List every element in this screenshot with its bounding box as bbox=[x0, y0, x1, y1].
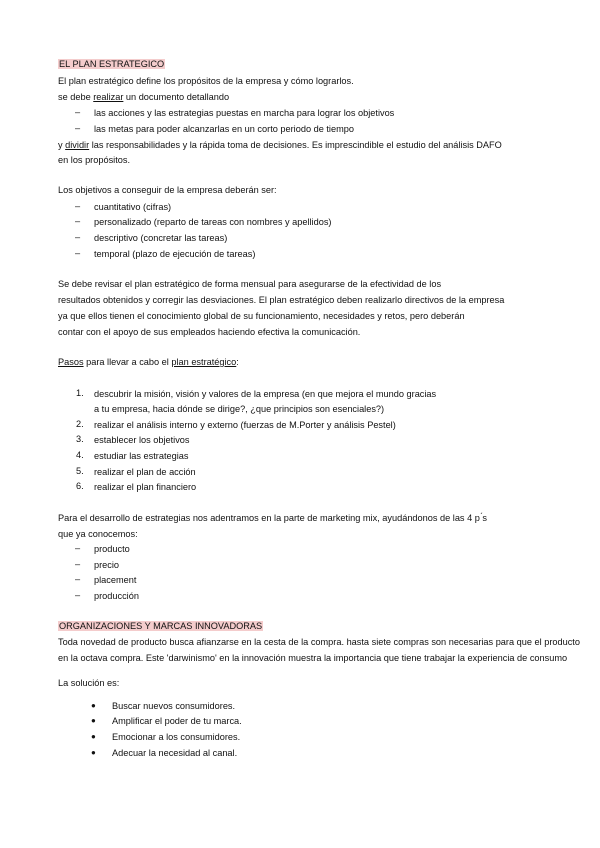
step-number: 6. bbox=[76, 481, 84, 491]
bullet-icon: ● bbox=[91, 732, 96, 741]
step-number: 1. bbox=[76, 388, 84, 398]
text-fragment: para llevar a cabo el bbox=[83, 357, 172, 367]
text-fragment: : bbox=[236, 357, 239, 367]
heading-highlight: EL PLAN ESTRATEGICO bbox=[59, 59, 165, 69]
heading-highlight: ORGANIZACIONES Y MARCAS INNOVADORAS bbox=[59, 621, 263, 631]
underlined-word: Pasos bbox=[58, 357, 84, 367]
objectives-intro: Los objetivos a conseguir de la empresa deberán ser: bbox=[58, 185, 277, 195]
text-fragment: las responsabilidades y la rápida toma de decisiones. Es imprescindible el estudio del análisis DAFO bbox=[89, 140, 502, 150]
paragraph-line: ya que ellos tienen el conocimiento global de su funcionamiento, necesidades y retos, pero deberán bbox=[58, 311, 465, 321]
step-item: realizar el plan financiero bbox=[94, 482, 197, 492]
responsibility-line bbox=[58, 139, 502, 151]
list-item: descriptivo (concretar las tareas) bbox=[94, 233, 228, 243]
step-item: establecer los objetivos bbox=[94, 435, 190, 445]
dash-marker: – bbox=[75, 216, 81, 226]
dash-marker: – bbox=[75, 590, 81, 600]
dash-marker: – bbox=[75, 559, 81, 569]
detail-line bbox=[58, 91, 229, 103]
step-number: 2. bbox=[76, 419, 84, 429]
mix-intro: Para el desarrollo de estrategias nos adentramos en la parte de marketing mix, ayudándonos de las 4 p ́s bbox=[58, 513, 487, 523]
list-item: Emocionar a los consumidores. bbox=[112, 732, 241, 742]
list-item: Buscar nuevos consumidores. bbox=[112, 701, 236, 711]
step-item: realizar el plan de acción bbox=[94, 467, 196, 477]
text-fragment: un documento detallando bbox=[123, 92, 230, 102]
list-item: producto bbox=[94, 544, 130, 554]
list-item: Adecuar la necesidad al canal. bbox=[112, 748, 238, 758]
list-item: placement bbox=[94, 575, 137, 585]
step-number: 4. bbox=[76, 450, 84, 460]
text-fragment: y bbox=[58, 140, 66, 150]
list-item: Amplificar el poder de tu marca. bbox=[112, 716, 242, 726]
steps-intro bbox=[58, 356, 239, 368]
list-item: cuantitativo (cifras) bbox=[94, 202, 172, 212]
section-heading bbox=[58, 620, 263, 632]
paragraph-line: resultados obtenidos y corregir las desviaciones. El plan estratégico deben realizarlo directivos de la empresa bbox=[58, 295, 505, 305]
dash-marker: – bbox=[75, 123, 81, 133]
list-item: personalizado (reparto de tareas con nombres y apellidos) bbox=[94, 217, 332, 227]
section-heading bbox=[58, 58, 165, 70]
dash-marker: – bbox=[75, 201, 81, 211]
bullet-icon: ● bbox=[91, 716, 96, 725]
dash-marker: – bbox=[75, 574, 81, 584]
bullet-icon: ● bbox=[91, 701, 96, 710]
dash-marker: – bbox=[75, 232, 81, 242]
mix-intro: que ya conocemos: bbox=[58, 529, 138, 539]
step-item: descubrir la misión, visión y valores de la empresa (en que mejora el mundo gracias bbox=[94, 389, 437, 399]
underlined-word: plan estratégico bbox=[171, 357, 237, 367]
paragraph-line: Toda novedad de producto busca afianzarse en la cesta de la compra. hasta siete compras son necesarias para que el producto bbox=[58, 637, 580, 647]
list-item: temporal (plazo de ejecución de tareas) bbox=[94, 249, 256, 259]
paragraph-line: en la octava compra. Este 'darwinismo' en la innovación muestra la importancia que tiene trabajar la experiencia de consumo bbox=[58, 653, 568, 663]
dash-marker: – bbox=[75, 248, 81, 258]
underlined-word: realizar bbox=[93, 92, 124, 102]
list-item: las metas para poder alcanzarlas en un corto periodo de tiempo bbox=[94, 124, 354, 134]
list-item: producción bbox=[94, 591, 139, 601]
step-item-continuation: a tu empresa, hacia dónde se dirige?, ¿que principios son esenciales?) bbox=[94, 404, 385, 414]
step-number: 5. bbox=[76, 466, 84, 476]
text-fragment: se debe bbox=[58, 92, 94, 102]
bullet-icon: ● bbox=[91, 748, 96, 757]
underlined-word: dividir bbox=[65, 140, 90, 150]
intro-line: El plan estratégico define los propósitos de la empresa y cómo lograrlos. bbox=[58, 76, 354, 86]
step-item: realizar el análisis interno y externo (fuerzas de M.Porter y análisis Pestel) bbox=[94, 420, 396, 430]
step-number: 3. bbox=[76, 434, 84, 444]
list-item: precio bbox=[94, 560, 120, 570]
paragraph-line: Se debe revisar el plan estratégico de forma mensual para asegurarse de la efectividad de los bbox=[58, 279, 442, 289]
purposes-line: en los propósitos. bbox=[58, 155, 131, 165]
dash-marker: – bbox=[75, 107, 81, 117]
paragraph-line: contar con el apoyo de sus empleados haciendo efectiva la comunicación. bbox=[58, 327, 361, 337]
solution-intro: La solución es: bbox=[58, 678, 120, 688]
list-item: las acciones y las estrategias puestas en marcha para lograr los objetivos bbox=[94, 108, 395, 118]
dash-marker: – bbox=[75, 543, 81, 553]
step-item: estudiar las estrategias bbox=[94, 451, 189, 461]
